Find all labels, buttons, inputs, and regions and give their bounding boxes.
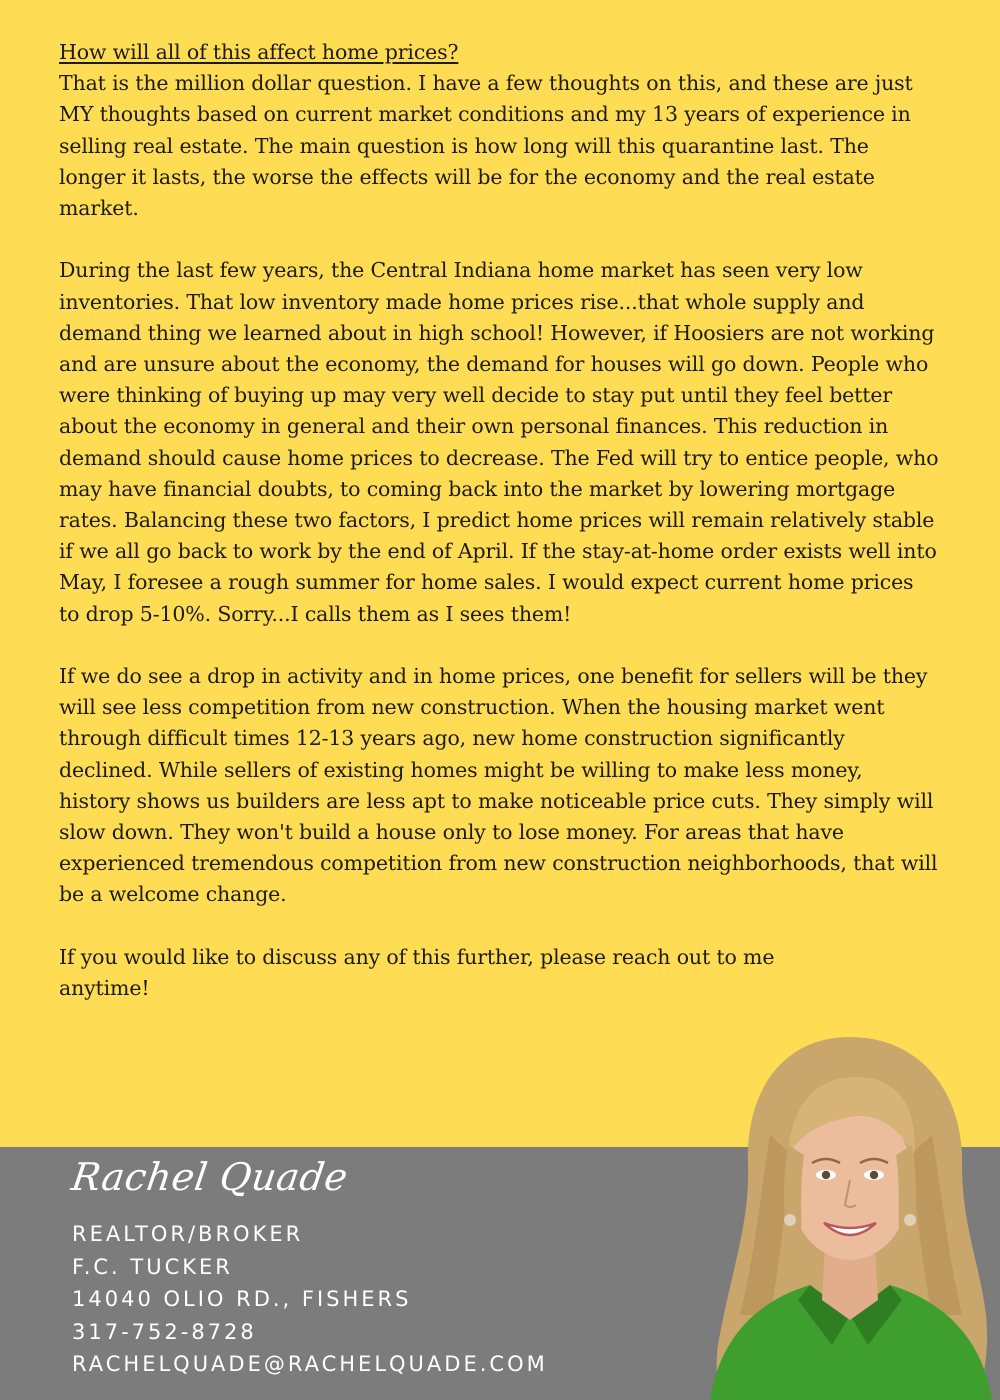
- paragraph-market: During the last few years, the Central Indiana home market has seen very low inventories. That low inventory made home prices rise...that whole supply and demand thing we learned about in high school! However, if Hoosiers are not working and are unsure about the economy, the demand for houses will go down. People who were thinking of buying up may very well decide to stay put until they feel better about the economy in general and their own personal finances. This reduction in demand should cause home prices to decrease. The Fed will try to entice people, who may have financial doubts, to coming back into the market by lowering mortgage rates. Balancing these two factors, I predict home prices will remain relatively stable if we all go back to work by the end of April. If the stay-at-home order exists well into May, I foresee a rough summer for home sales. I would expect current home prices to drop 5-10%. Sorry...I calls them as I sees them!: [59, 258, 939, 626]
- article-body: [59, 37, 939, 1035]
- agent-signature: Rachel Quade: [68, 1155, 351, 1199]
- paragraph-closing: If you would like to discuss any of this further, please reach out to me anytime!: [59, 944, 775, 1001]
- agent-phone: 317-752-8728: [72, 1319, 257, 1344]
- article-heading: How will all of this affect home prices?: [59, 40, 459, 64]
- agent-title: REALTOR/BROKER: [72, 1222, 304, 1246]
- agent-company: F.C. TUCKER: [72, 1254, 233, 1279]
- agent-address: 14040 OLIO RD., FISHERS: [72, 1287, 412, 1311]
- paragraph-construction: If we do see a drop in activity and in home prices, one benefit for sellers will be they will see less competition from new construction. When the housing market went through difficult times 12-13 years ago, new home construction significantly declined. While sellers of existing homes might be willing to make less money, history shows us builders are less apt to make noticeable price cuts. They simply will slow down. They won't build a house only to lose money. For areas that have experienced tremendous competition from new construction neighborhoods, that will be a welcome change.: [59, 664, 938, 907]
- agent-portrait: [700, 1015, 1000, 1400]
- paragraph-intro: That is the million dollar question. I have a few thoughts on this, and these are just MY thoughts based on current market conditions and my 13 years of experience in selling real estate. The main question is how long will this quarantine last. The longer it lasts, the worse the effects will be for the economy and the real estate market.: [59, 71, 913, 221]
- contact-block: [72, 1218, 548, 1381]
- agent-email: RACHELQUADE@RACHELQUADE.COM: [72, 1352, 548, 1376]
